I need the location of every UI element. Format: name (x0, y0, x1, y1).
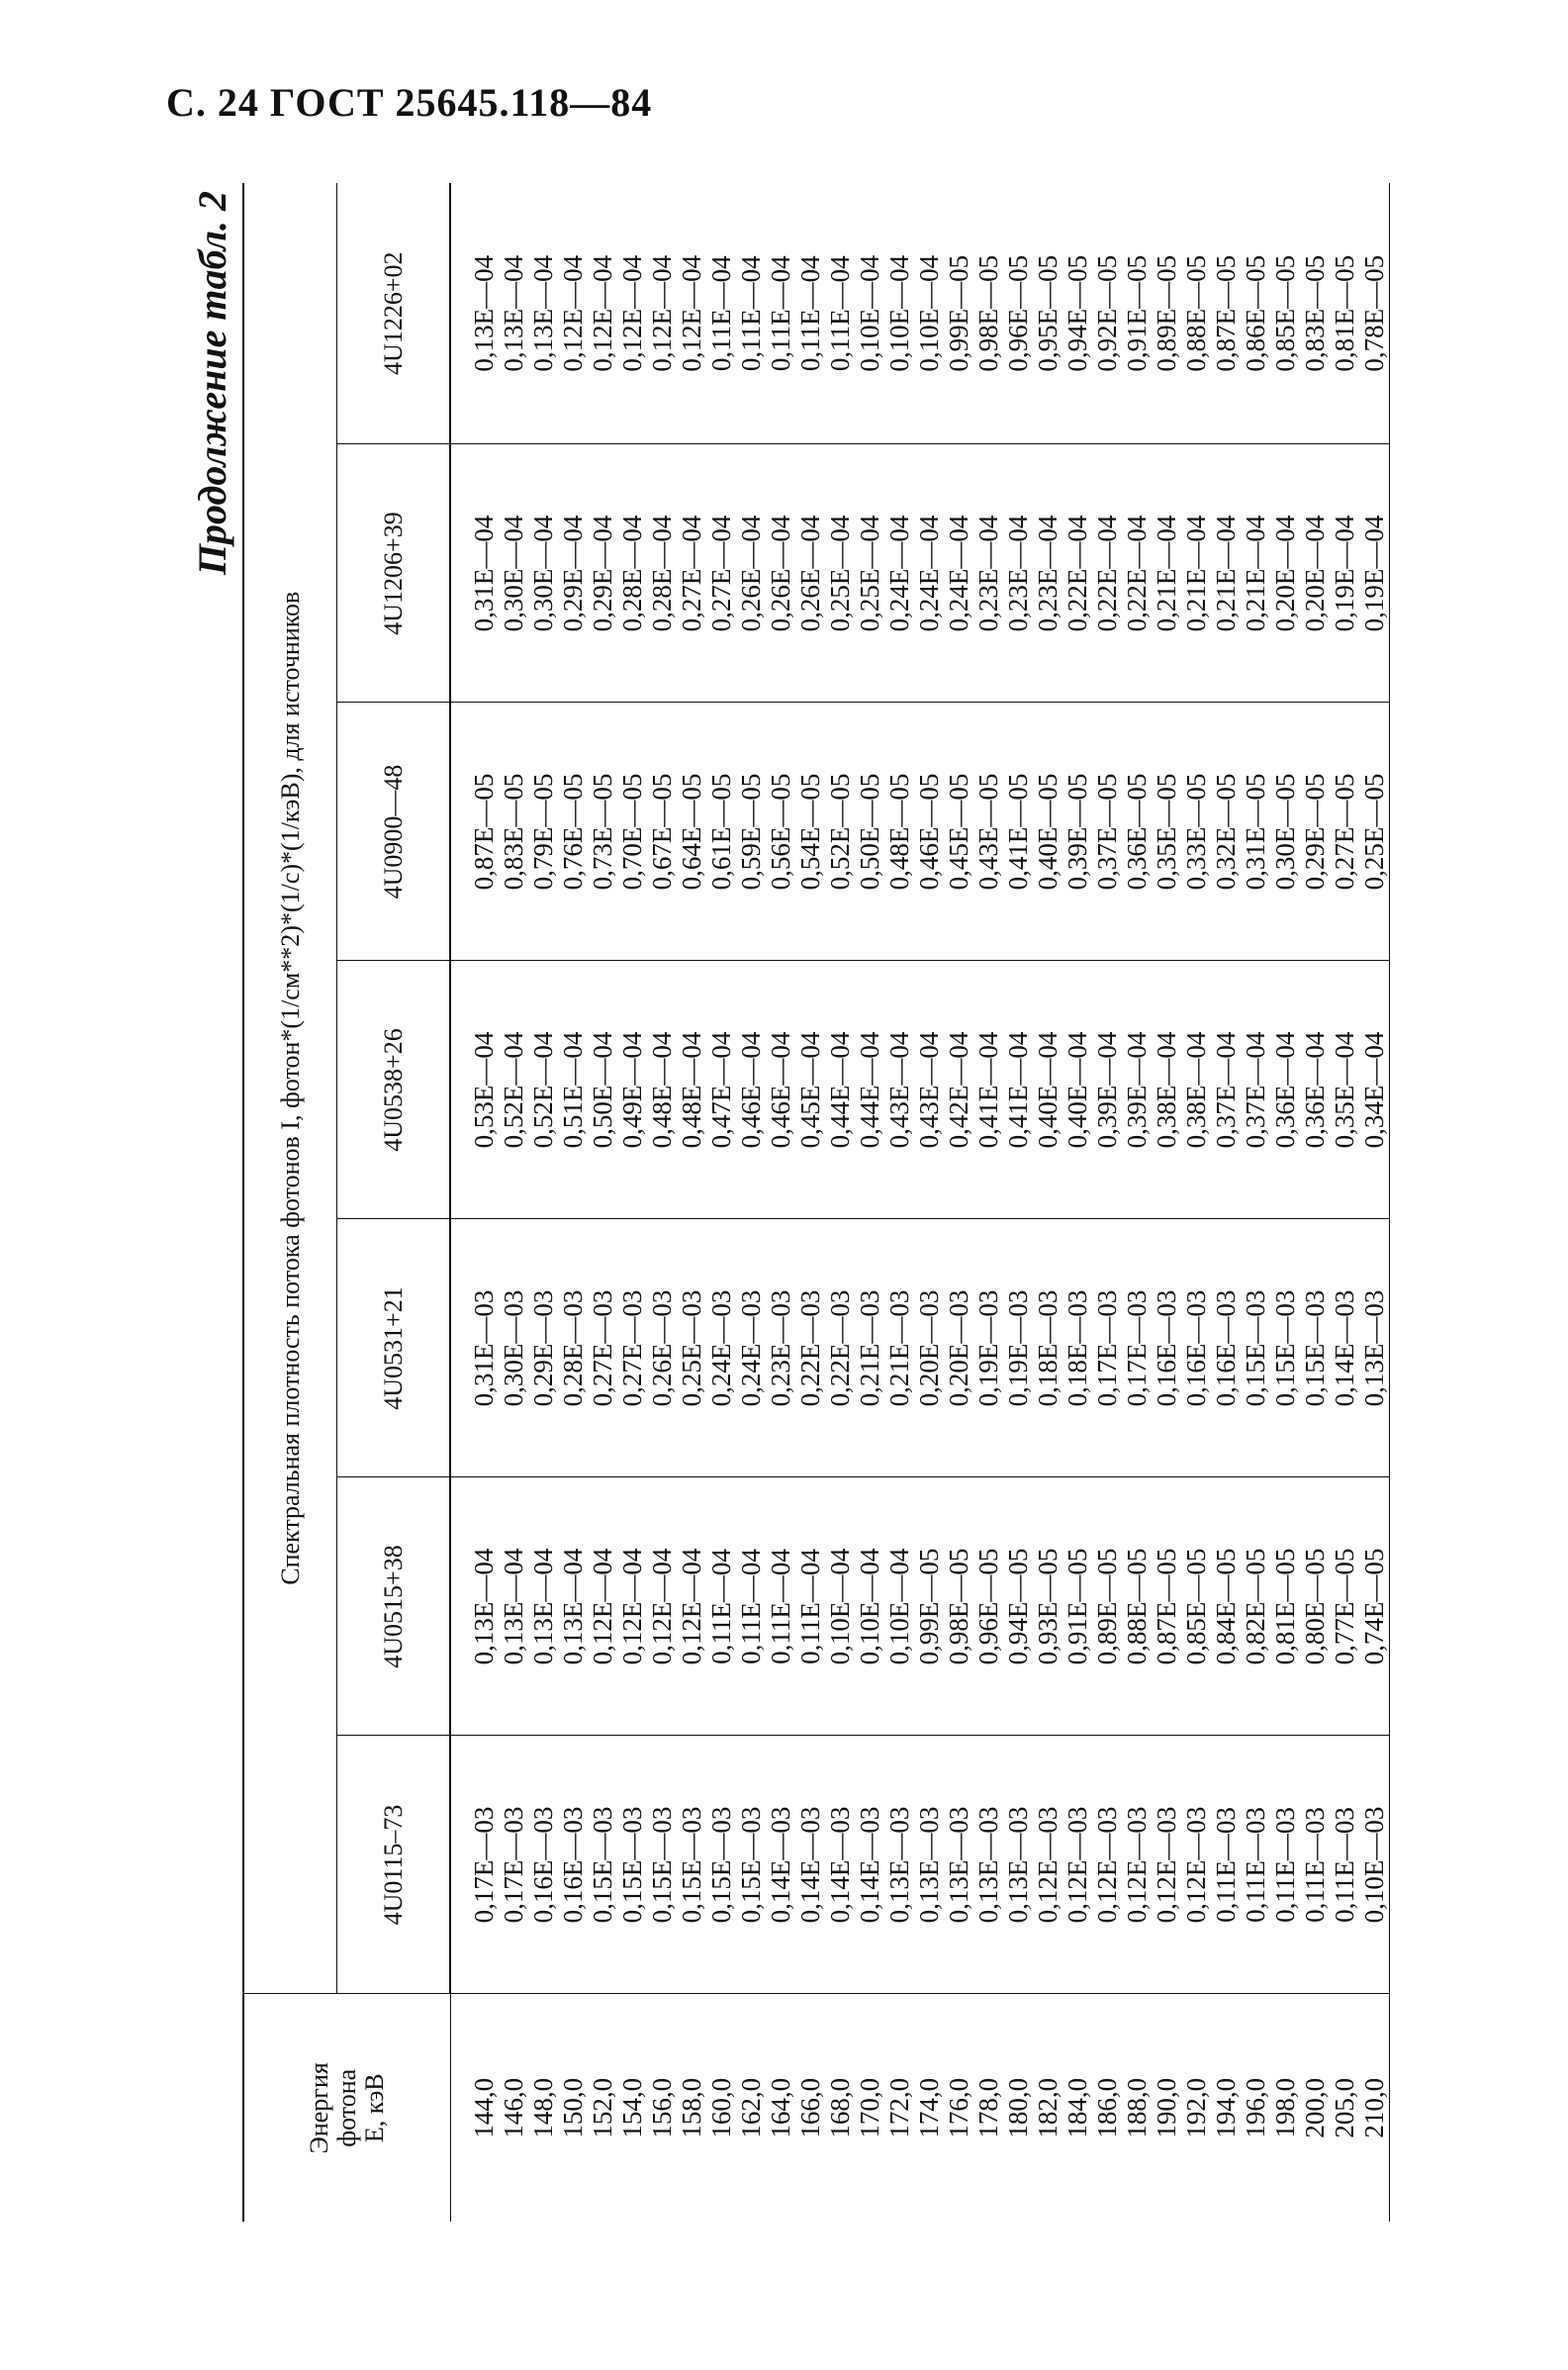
value-cell: 0,89E—05 (1092, 1477, 1122, 1736)
energy-cell: 162,0 (736, 1994, 766, 2222)
energy-cell: 210,0 (1359, 1994, 1390, 2222)
energy-cell: 200,0 (1300, 1994, 1330, 2222)
value-cell: 0,12E—04 (647, 183, 677, 444)
value-cell: 0,20E—03 (944, 1219, 973, 1477)
continuation-label: Продолжение табл. 2 (190, 191, 234, 576)
energy-cell: 178,0 (973, 1994, 1003, 2222)
value-cell: 0,15E—03 (1241, 1219, 1270, 1477)
value-cell: 0,41E—04 (973, 961, 1003, 1219)
value-cell: 0,12E—03 (1152, 1736, 1181, 1994)
header-row-sources (337, 183, 451, 2222)
energy-cell: 205,0 (1330, 1994, 1359, 2222)
value-cell: 0,25E—04 (855, 444, 884, 703)
value-cell: 0,37E—05 (1092, 703, 1122, 961)
energy-cell: 196,0 (1241, 1994, 1270, 2222)
energy-cell: 158,0 (677, 1994, 706, 2222)
value-cell: 0,17E—03 (1122, 1219, 1152, 1477)
value-cell: 0,10E—03 (1359, 1736, 1390, 1994)
value-cell: 0,22E—04 (1062, 444, 1092, 703)
value-cell: 0,11E—03 (1270, 1736, 1300, 1994)
energy-cell: 192,0 (1181, 1994, 1211, 2222)
value-cell: 0,11E—04 (706, 1477, 736, 1736)
value-cell: 0,22E—04 (1122, 444, 1152, 703)
value-cell: 0,10E—04 (884, 183, 914, 444)
value-cell: 0,10E—04 (914, 183, 944, 444)
value-cell: 0,43E—04 (914, 961, 944, 1219)
value-cell: 0,81E—05 (1270, 1477, 1300, 1736)
value-cell: 0,83E—05 (499, 703, 528, 961)
table-row (1122, 183, 1152, 2222)
value-cell: 0,87E—05 (1152, 1477, 1181, 1736)
value-cell: 0,79E—05 (528, 703, 558, 961)
value-cell: 0,17E—03 (499, 1736, 528, 1994)
energy-cell: 170,0 (855, 1994, 884, 2222)
table-row (825, 183, 855, 2222)
energy-cell: 176,0 (944, 1994, 973, 2222)
table-row (1033, 183, 1062, 2222)
value-cell: 0,21E—04 (1211, 444, 1241, 703)
table-row (1241, 183, 1270, 2222)
value-cell: 0,45E—05 (944, 703, 973, 961)
value-cell: 0,17E—03 (1092, 1219, 1122, 1477)
value-cell: 0,40E—05 (1033, 703, 1062, 961)
value-cell: 0,22E—04 (1092, 444, 1122, 703)
value-cell: 0,11E—04 (736, 183, 766, 444)
value-cell: 0,16E—03 (1181, 1219, 1211, 1477)
energy-header-line: E, кэВ (359, 2073, 389, 2143)
value-cell: 0,43E—05 (973, 703, 1003, 961)
value-cell: 0,87E—05 (450, 703, 499, 961)
value-cell: 0,48E—05 (884, 703, 914, 961)
value-cell: 0,52E—05 (825, 703, 855, 961)
value-cell: 0,11E—03 (1211, 1736, 1241, 1994)
value-cell: 0,27E—04 (706, 444, 736, 703)
value-cell: 0,39E—04 (1122, 961, 1152, 1219)
value-cell: 0,10E—04 (855, 1477, 884, 1736)
value-cell: 0,23E—04 (1033, 444, 1062, 703)
energy-header-line: фотона (331, 2068, 361, 2147)
value-cell: 0,15E—03 (588, 1736, 617, 1994)
value-cell: 0,11E—04 (766, 183, 795, 444)
value-cell: 0,10E—04 (855, 183, 884, 444)
value-cell: 0,20E—04 (1300, 444, 1330, 703)
energy-cell: 166,0 (795, 1994, 825, 2222)
energy-cell: 154,0 (617, 1994, 647, 2222)
value-cell: 0,88E—05 (1181, 183, 1211, 444)
table-row (617, 183, 647, 2222)
value-cell: 0,85E—05 (1270, 183, 1300, 444)
value-cell: 0,31E—04 (450, 444, 499, 703)
value-cell: 0,46E—04 (736, 961, 766, 1219)
value-cell: 0,13E—04 (528, 1477, 558, 1736)
value-cell: 0,16E—03 (558, 1736, 588, 1994)
value-cell: 0,14E—03 (1330, 1219, 1359, 1477)
value-cell: 0,16E—03 (1211, 1219, 1241, 1477)
value-cell: 0,73E—05 (588, 703, 617, 961)
value-cell: 0,20E—03 (914, 1219, 944, 1477)
value-cell: 0,85E—05 (1181, 1477, 1211, 1736)
value-cell: 0,25E—05 (1359, 703, 1390, 961)
energy-cell: 186,0 (1092, 1994, 1122, 2222)
value-cell: 0,29E—05 (1300, 703, 1330, 961)
value-cell: 0,30E—04 (528, 444, 558, 703)
value-cell: 0,27E—05 (1330, 703, 1359, 961)
value-cell: 0,23E—04 (973, 444, 1003, 703)
value-cell: 0,36E—04 (1300, 961, 1330, 1219)
energy-cell: 144,0 (450, 1994, 499, 2222)
table-row (973, 183, 1003, 2222)
value-cell: 0,35E—04 (1330, 961, 1359, 1219)
energy-cell: 148,0 (528, 1994, 558, 2222)
energy-cell: 194,0 (1211, 1994, 1241, 2222)
value-cell: 0,28E—04 (617, 444, 647, 703)
value-cell: 0,84E—05 (1211, 1477, 1241, 1736)
value-cell: 0,30E—03 (499, 1219, 528, 1477)
value-cell: 0,11E—04 (706, 183, 736, 444)
value-cell: 0,96E—05 (973, 1477, 1003, 1736)
value-cell: 0,13E—03 (1359, 1219, 1390, 1477)
value-cell: 0,16E—03 (1152, 1219, 1181, 1477)
value-cell: 0,12E—04 (588, 183, 617, 444)
value-cell: 0,15E—03 (1300, 1219, 1330, 1477)
value-cell: 0,86E—05 (1241, 183, 1270, 444)
value-cell: 0,94E—05 (1003, 1477, 1033, 1736)
value-cell: 0,52E—04 (499, 961, 528, 1219)
value-cell: 0,45E—04 (795, 961, 825, 1219)
table-body (450, 183, 1390, 2222)
table-row (914, 183, 944, 2222)
value-cell: 0,67E—05 (647, 703, 677, 961)
value-cell: 0,24E—03 (736, 1219, 766, 1477)
value-cell: 0,22E—03 (825, 1219, 855, 1477)
table-row (588, 183, 617, 2222)
value-cell: 0,99E—05 (944, 183, 973, 444)
value-cell: 0,15E—03 (617, 1736, 647, 1994)
value-cell: 0,81E—05 (1330, 183, 1359, 444)
value-cell: 0,19E—03 (1003, 1219, 1033, 1477)
value-cell: 0,11E—03 (1330, 1736, 1359, 1994)
energy-cell: 150,0 (558, 1994, 588, 2222)
value-cell: 0,16E—03 (528, 1736, 558, 1994)
value-cell: 0,92E—05 (1092, 183, 1122, 444)
table-row (1270, 183, 1300, 2222)
table-row (944, 183, 973, 2222)
value-cell: 0,34E—04 (1359, 961, 1390, 1219)
value-cell: 0,80E—05 (1300, 1477, 1330, 1736)
energy-cell: 198,0 (1270, 1994, 1300, 2222)
table-row (1330, 183, 1359, 2222)
value-cell: 0,91E—05 (1062, 1477, 1092, 1736)
value-cell: 0,11E—04 (766, 1477, 795, 1736)
value-cell: 0,18E—03 (1033, 1219, 1062, 1477)
value-cell: 0,11E—04 (825, 183, 855, 444)
value-cell: 0,26E—03 (647, 1219, 677, 1477)
value-cell: 0,13E—03 (973, 1736, 1003, 1994)
table-row (558, 183, 588, 2222)
value-cell: 0,31E—05 (1241, 703, 1270, 961)
value-cell: 0,27E—04 (677, 444, 706, 703)
value-cell: 0,48E—04 (647, 961, 677, 1219)
value-cell: 0,53E—04 (450, 961, 499, 1219)
value-cell: 0,40E—04 (1062, 961, 1092, 1219)
value-cell: 0,46E—05 (914, 703, 944, 961)
value-cell: 0,39E—04 (1092, 961, 1122, 1219)
value-cell: 0,59E—05 (736, 703, 766, 961)
value-cell: 0,13E—04 (558, 1477, 588, 1736)
value-cell: 0,95E—05 (1033, 183, 1062, 444)
value-cell: 0,44E—04 (855, 961, 884, 1219)
table-row (736, 183, 766, 2222)
value-cell: 0,43E—04 (884, 961, 914, 1219)
value-cell: 0,87E—05 (1211, 183, 1241, 444)
energy-cell: 164,0 (766, 1994, 795, 2222)
value-cell: 0,27E—03 (588, 1219, 617, 1477)
value-cell: 0,88E—05 (1122, 1477, 1152, 1736)
value-cell: 0,47E—04 (706, 961, 736, 1219)
value-cell: 0,31E—03 (450, 1219, 499, 1477)
table-row (528, 183, 558, 2222)
value-cell: 0,50E—05 (855, 703, 884, 961)
value-cell: 0,15E—03 (706, 1736, 736, 1994)
value-cell: 0,19E—04 (1330, 444, 1359, 703)
table-row (1211, 183, 1241, 2222)
value-cell: 0,41E—05 (1003, 703, 1033, 961)
value-cell: 0,13E—04 (499, 1477, 528, 1736)
value-cell: 0,96E—05 (1003, 183, 1033, 444)
value-cell: 0,21E—03 (855, 1219, 884, 1477)
value-cell: 0,21E—04 (1181, 444, 1211, 703)
value-cell: 0,15E—03 (677, 1736, 706, 1994)
value-cell: 0,12E—04 (588, 1477, 617, 1736)
source-header: 4U0115–73 (337, 1736, 451, 1994)
table-row (706, 183, 736, 2222)
value-cell: 0,24E—04 (884, 444, 914, 703)
value-cell: 0,27E—03 (617, 1219, 647, 1477)
value-cell: 0,18E—03 (1062, 1219, 1092, 1477)
table-row (677, 183, 706, 2222)
energy-cell: 146,0 (499, 1994, 528, 2222)
value-cell: 0,26E—04 (795, 444, 825, 703)
value-cell: 0,12E—04 (558, 183, 588, 444)
value-cell: 0,17E—03 (450, 1736, 499, 1994)
value-cell: 0,19E—04 (1359, 444, 1390, 703)
value-cell: 0,26E—04 (766, 444, 795, 703)
value-cell: 0,37E—04 (1211, 961, 1241, 1219)
table-row (1062, 183, 1092, 2222)
value-cell: 0,23E—03 (766, 1219, 795, 1477)
value-cell: 0,28E—03 (558, 1219, 588, 1477)
header-row-top (243, 183, 337, 2222)
value-cell: 0,78E—05 (1359, 183, 1390, 444)
value-cell: 0,33E—05 (1181, 703, 1211, 961)
energy-cell: 168,0 (825, 1994, 855, 2222)
value-cell: 0,37E—04 (1241, 961, 1270, 1219)
value-cell: 0,99E—05 (914, 1477, 944, 1736)
energy-cell: 172,0 (884, 1994, 914, 2222)
table-row (1359, 183, 1390, 2222)
source-header: 4U0900—48 (337, 703, 451, 961)
value-cell: 0,39E—05 (1062, 703, 1092, 961)
table-row (450, 183, 499, 2222)
value-cell: 0,12E—04 (647, 1477, 677, 1736)
source-header: 4U0515+38 (337, 1477, 451, 1736)
value-cell: 0,10E—04 (884, 1477, 914, 1736)
table-row (1092, 183, 1122, 2222)
table-row (1300, 183, 1330, 2222)
energy-cell: 180,0 (1003, 1994, 1033, 2222)
value-cell: 0,13E—03 (884, 1736, 914, 1994)
value-cell: 0,13E—04 (450, 1477, 499, 1736)
value-cell: 0,98E—05 (973, 183, 1003, 444)
table-row (884, 183, 914, 2222)
value-cell: 0,54E—05 (795, 703, 825, 961)
value-cell: 0,89E—05 (1152, 183, 1181, 444)
value-cell: 0,56E—05 (766, 703, 795, 961)
source-header: 4U0531+21 (337, 1219, 451, 1477)
page-header: С. 24 ГОСТ 25645.118—84 (166, 80, 653, 125)
value-cell: 0,35E—05 (1152, 703, 1181, 961)
value-cell: 0,49E—04 (617, 961, 647, 1219)
value-cell: 0,24E—04 (914, 444, 944, 703)
source-header: 4U0538+26 (337, 961, 451, 1219)
value-cell: 0,15E—03 (736, 1736, 766, 1994)
value-cell: 0,24E—03 (706, 1219, 736, 1477)
value-cell: 0,98E—05 (944, 1477, 973, 1736)
value-cell: 0,76E—05 (558, 703, 588, 961)
energy-cell: 156,0 (647, 1994, 677, 2222)
value-cell: 0,48E—04 (677, 961, 706, 1219)
value-cell: 0,82E—05 (1241, 1477, 1270, 1736)
value-cell: 0,20E—04 (1270, 444, 1300, 703)
value-cell: 0,29E—04 (588, 444, 617, 703)
energy-header (243, 1994, 450, 2222)
value-cell: 0,15E—03 (1270, 1219, 1300, 1477)
value-cell: 0,13E—04 (499, 183, 528, 444)
value-cell: 0,44E—04 (825, 961, 855, 1219)
value-cell: 0,41E—04 (1003, 961, 1033, 1219)
table-row (647, 183, 677, 2222)
value-cell: 0,29E—04 (558, 444, 588, 703)
value-cell: 0,36E—05 (1122, 703, 1152, 961)
value-cell: 0,50E—04 (588, 961, 617, 1219)
energy-cell: 174,0 (914, 1994, 944, 2222)
value-cell: 0,13E—04 (528, 183, 558, 444)
value-cell: 0,52E—04 (528, 961, 558, 1219)
value-cell: 0,14E—03 (795, 1736, 825, 1994)
value-cell: 0,64E—05 (677, 703, 706, 961)
value-cell: 0,46E—04 (766, 961, 795, 1219)
value-cell: 0,14E—03 (825, 1736, 855, 1994)
value-cell: 0,12E—03 (1092, 1736, 1122, 1994)
value-cell: 0,38E—04 (1181, 961, 1211, 1219)
value-cell: 0,25E—04 (825, 444, 855, 703)
value-cell: 0,29E—03 (528, 1219, 558, 1477)
energy-cell: 188,0 (1122, 1994, 1152, 2222)
source-header: 4U1206+39 (337, 444, 451, 703)
value-cell: 0,12E—03 (1033, 1736, 1062, 1994)
value-cell: 0,40E—04 (1033, 961, 1062, 1219)
value-cell: 0,42E—04 (944, 961, 973, 1219)
value-cell: 0,91E—05 (1122, 183, 1152, 444)
value-cell: 0,22E—03 (795, 1219, 825, 1477)
energy-cell: 190,0 (1152, 1994, 1181, 2222)
data-table (242, 183, 1390, 2222)
value-cell: 0,24E—04 (944, 444, 973, 703)
value-cell: 0,10E—04 (825, 1477, 855, 1736)
table-row (1003, 183, 1033, 2222)
value-cell: 0,13E—04 (450, 183, 499, 444)
table-row (499, 183, 528, 2222)
table-row (766, 183, 795, 2222)
value-cell: 0,51E—04 (558, 961, 588, 1219)
energy-cell: 152,0 (588, 1994, 617, 2222)
value-cell: 0,12E—03 (1122, 1736, 1152, 1994)
value-cell: 0,36E—04 (1270, 961, 1300, 1219)
energy-cell: 182,0 (1033, 1994, 1062, 2222)
value-cell: 0,61E—05 (706, 703, 736, 961)
value-cell: 0,11E—04 (795, 1477, 825, 1736)
table-row (855, 183, 884, 2222)
value-cell: 0,30E—05 (1270, 703, 1300, 961)
value-cell: 0,28E—04 (647, 444, 677, 703)
value-cell: 0,83E—05 (1300, 183, 1330, 444)
value-cell: 0,12E—04 (677, 1477, 706, 1736)
value-cell: 0,11E—03 (1241, 1736, 1270, 1994)
value-cell: 0,74E—05 (1359, 1477, 1390, 1736)
value-cell: 0,70E—05 (617, 703, 647, 961)
value-cell: 0,93E—05 (1033, 1477, 1062, 1736)
value-cell: 0,12E—03 (1062, 1736, 1092, 1994)
source-header: 4U1226+02 (337, 183, 451, 444)
value-cell: 0,94E—05 (1062, 183, 1092, 444)
value-cell: 0,26E—04 (736, 444, 766, 703)
value-cell: 0,32E—05 (1211, 703, 1241, 961)
value-cell: 0,30E—04 (499, 444, 528, 703)
value-cell: 0,21E—04 (1241, 444, 1270, 703)
value-cell: 0,13E—03 (914, 1736, 944, 1994)
energy-header-line: Энергия (304, 2062, 333, 2154)
value-cell: 0,12E—04 (617, 1477, 647, 1736)
table-row (795, 183, 825, 2222)
value-cell: 0,14E—03 (766, 1736, 795, 1994)
value-cell: 0,19E—03 (973, 1219, 1003, 1477)
value-cell: 0,77E—05 (1330, 1477, 1359, 1736)
value-cell: 0,15E—03 (647, 1736, 677, 1994)
value-cell: 0,21E—03 (884, 1219, 914, 1477)
spectral-density-header: Спектральная плотность потока фотонов I, фотон*(1/см**2)*(1/с)*(1/кэВ), для источников (243, 183, 337, 1994)
value-cell: 0,12E—04 (617, 183, 647, 444)
value-cell: 0,21E—04 (1152, 444, 1181, 703)
value-cell: 0,12E—04 (677, 183, 706, 444)
value-cell: 0,12E—03 (1181, 1736, 1211, 1994)
energy-cell: 184,0 (1062, 1994, 1092, 2222)
value-cell: 0,23E—04 (1003, 444, 1033, 703)
value-cell: 0,13E—03 (944, 1736, 973, 1994)
value-cell: 0,11E—03 (1300, 1736, 1330, 1994)
table-row (1152, 183, 1181, 2222)
value-cell: 0,11E—04 (736, 1477, 766, 1736)
energy-cell: 160,0 (706, 1994, 736, 2222)
value-cell: 0,25E—03 (677, 1219, 706, 1477)
value-cell: 0,13E—03 (1003, 1736, 1033, 1994)
value-cell: 0,38E—04 (1152, 961, 1181, 1219)
value-cell: 0,11E—04 (795, 183, 825, 444)
table-row (1181, 183, 1211, 2222)
value-cell: 0,14E—03 (855, 1736, 884, 1994)
rotated-table-block (183, 183, 1410, 2222)
